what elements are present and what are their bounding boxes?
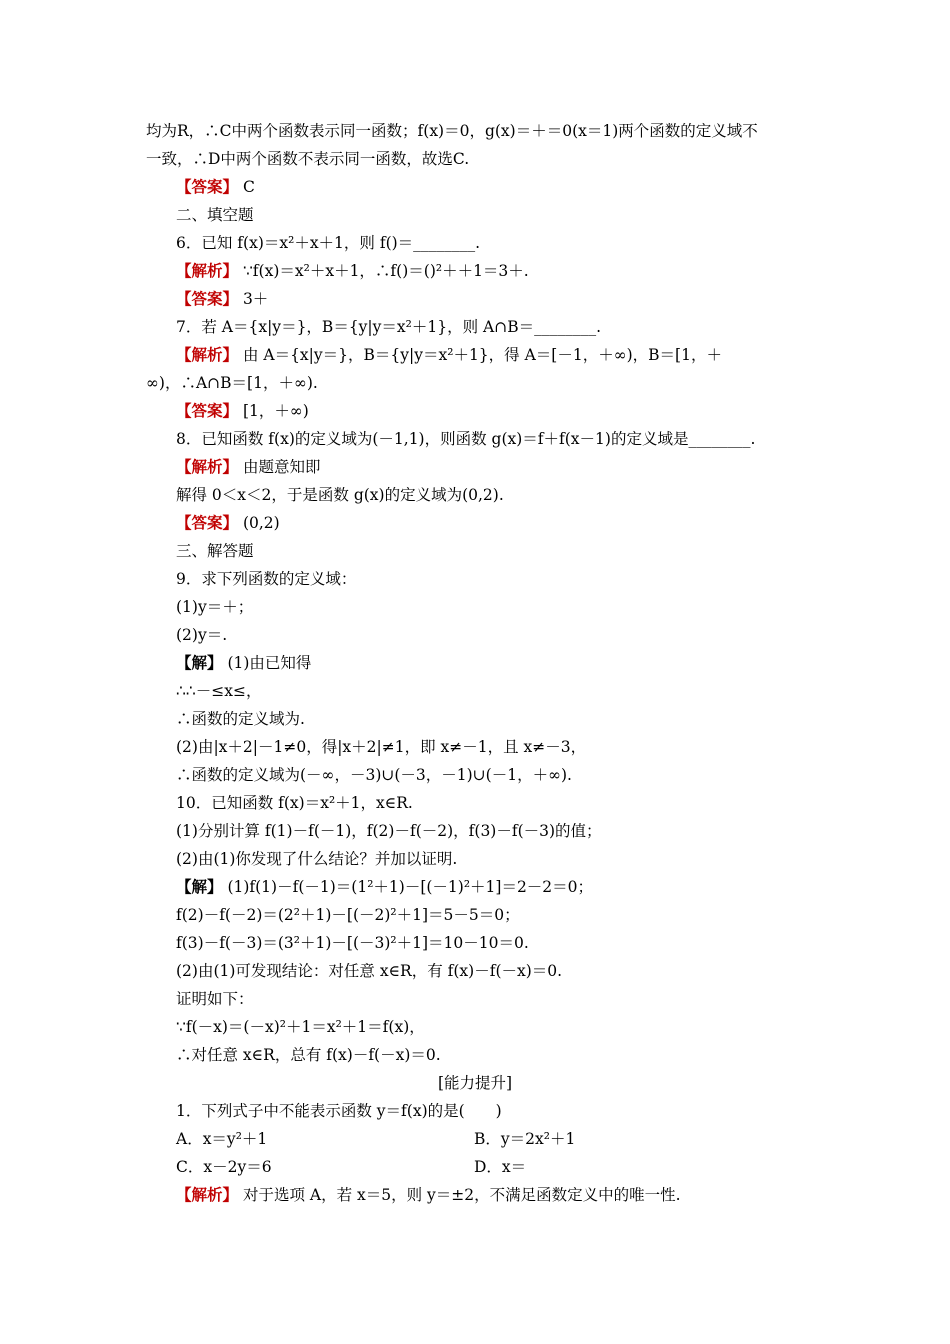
answer-tag: 【答案】 [176, 177, 239, 196]
answer-tag: 【答案】 [176, 513, 239, 532]
question-line: 8．已知函数 f(x)的定义域为(－1,1)，则函数 g(x)＝f＋f(x－1)的定义域是________. [176, 430, 756, 448]
analysis-tag: 【解析】 [176, 457, 239, 476]
solution-line [176, 877, 593, 897]
text-line: 均为R，∴C中两个函数表示同一函数；f(x)＝0，g(x)＝＋＝0(x＝1)两个函数的定义域不 [146, 122, 758, 140]
answer-tag: 【答案】 [176, 289, 239, 308]
option-c: C．x－2y＝6 [176, 1158, 272, 1176]
analysis-text: 对于选项 A，若 x＝5，则 y＝±2，不满足函数定义中的唯一性. [238, 1186, 681, 1204]
text-line: ∴∴－≤x≤， [176, 682, 262, 700]
text-line: (2)由(1)可发现结论：对任意 x∈R，有 f(x)－f(－x)＝0. [176, 962, 563, 980]
text-line: f(2)－f(－2)＝(2²＋1)－[(－2)²＋1]＝5－5＝0； [176, 906, 520, 924]
text-line: (2)由|x＋2|－1≠0，得|x＋2|≠1，即 x≠－1，且 x≠－3， [176, 738, 587, 756]
answer-line [176, 177, 255, 197]
text-line: 解得 0＜x＜2，于是函数 g(x)的定义域为(0,2). [176, 486, 504, 504]
text-line: 证明如下： [176, 990, 254, 1008]
analysis-text: 由题意知即 [238, 458, 321, 476]
answer-text: 3＋ [238, 290, 269, 308]
analysis-line [176, 261, 529, 281]
solution-text: (1)由已知得 [222, 654, 312, 672]
analysis-tag: 【解析】 [176, 345, 239, 364]
solution-text: (1)f(1)－f(－1)＝(1²＋1)－[(－1)²＋1]＝2－2＝0； [222, 878, 594, 896]
option-a: A．x＝y²＋1 [176, 1130, 268, 1148]
answer-line [176, 513, 280, 533]
text-line: (1)分别计算 f(1)－f(－1)，f(2)－f(－2)，f(3)－f(－3)的值； [176, 822, 602, 840]
option-b: B．y＝2x²＋1 [474, 1130, 576, 1148]
text-line: 一致，∴D中两个函数不表示同一函数，故选C. [146, 150, 470, 168]
analysis-tag: 【解析】 [176, 1185, 239, 1204]
text-line: (2)由(1)你发现了什么结论？并加以证明. [176, 850, 458, 868]
answer-line [176, 289, 268, 309]
text-line: (2)y＝. [176, 626, 228, 644]
answer-text: [1，＋∞) [238, 402, 309, 420]
analysis-line [176, 1185, 681, 1205]
question-line: 9．求下列函数的定义域： [176, 570, 357, 588]
answer-line [176, 401, 309, 421]
text-line: ∞)，∴A∩B＝[1，＋∞). [146, 374, 318, 392]
text-line: f(3)－f(－3)＝(3²＋1)－[(－3)²＋1]＝10－10＝0. [176, 934, 529, 952]
text-line: ∴对任意 x∈R，总有 f(x)－f(－x)＝0. [176, 1046, 441, 1064]
answer-tag: 【答案】 [176, 401, 239, 420]
analysis-tag: 【解析】 [176, 261, 239, 280]
text-line: (1)y＝＋； [176, 598, 254, 616]
section-heading: 三、解答题 [176, 542, 254, 560]
text-line: ∴函数的定义域为(－∞，－3)∪(－3，－1)∪(－1，＋∞). [176, 766, 572, 784]
solution-line [176, 653, 311, 673]
question-line: 7．若 A＝{x|y＝}，B＝{y|y＝x²＋1}，则 A∩B＝________. [176, 318, 602, 336]
question-line: 10．已知函数 f(x)＝x²＋1，x∈R. [176, 794, 413, 812]
question-line: 6．已知 f(x)＝x²＋x＋1，则 f()＝________. [176, 234, 481, 252]
analysis-text: 由 A＝{x|y＝}，B＝{y|y＝x²＋1}，得 A＝[－1，＋∞)，B＝[1，＋ [238, 346, 722, 364]
analysis-line [176, 345, 722, 365]
text-line: ∵f(－x)＝(－x)²＋1＝x²＋1＝f(x)， [176, 1018, 425, 1036]
answer-text: (0,2) [238, 514, 280, 532]
question-line: 1．下列式子中不能表示函数 y＝f(x)的是( ) [176, 1102, 502, 1120]
analysis-line [176, 457, 320, 477]
text-line: ∴函数的定义域为. [176, 710, 305, 728]
answer-text: C [238, 178, 255, 196]
analysis-text: ∵f(x)＝x²＋x＋1，∴f()＝()²＋＋1＝3＋. [238, 262, 529, 280]
option-d: D．x＝ [474, 1158, 527, 1176]
solution-tag: 【解】 [176, 877, 223, 896]
section-heading: 二、填空题 [176, 206, 254, 224]
solution-tag: 【解】 [176, 653, 223, 672]
section-title: [能力提升] [437, 1074, 513, 1092]
